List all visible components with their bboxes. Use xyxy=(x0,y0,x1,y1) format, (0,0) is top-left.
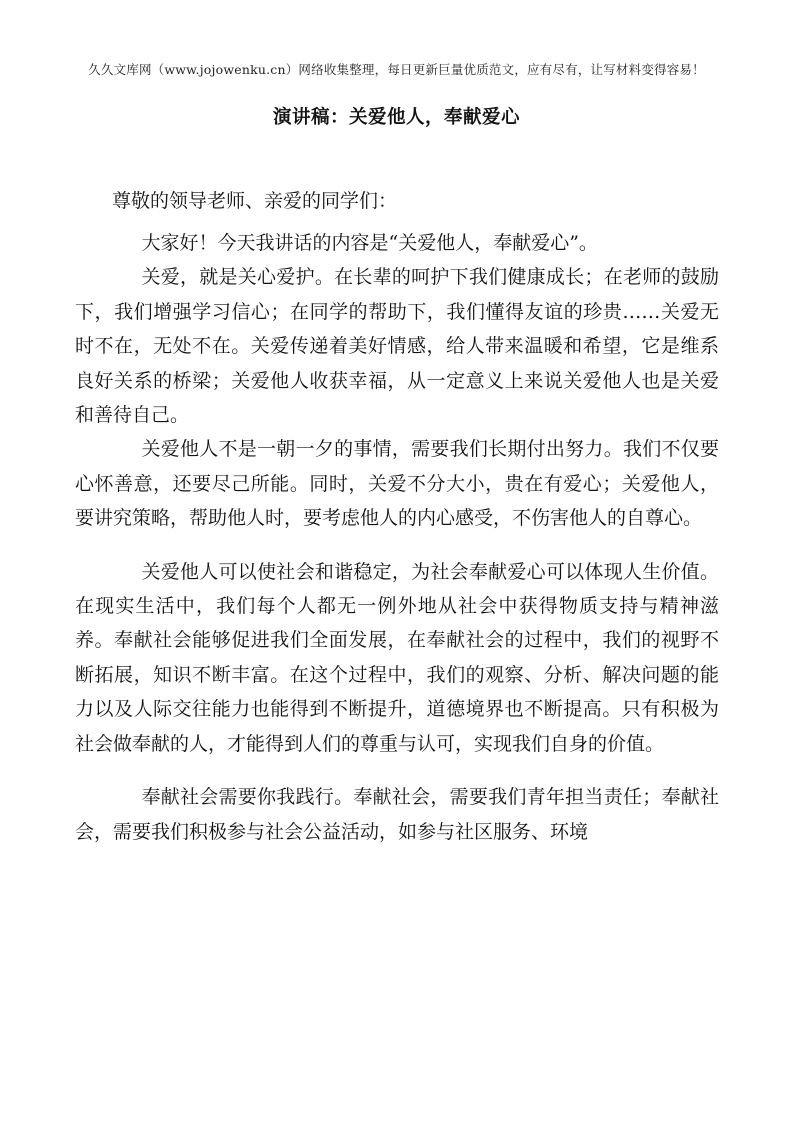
paragraph-practice: 奉献社会需要你我践行。奉献社会，需要我们青年担当责任；奉献社会，需要我们积极参与社会公益活动，如参与社区服务、环境 xyxy=(75,786,719,843)
paragraph-care-definition: 关爱，就是关心爱护。在长辈的呵护下我们健康成长；在老师的鼓励下，我们增强学习信心；在同学的帮助下，我们懂得友谊的珍贵……关爱无时不在，无处不在。关爱传递着美好情感，给人带来温暖和希望，它是维系良好关系的桥梁；关爱他人收获幸福，从一定意义上来说关爱他人也是关爱和善待自己。 xyxy=(75,266,719,427)
paragraph-greeting: 大家好！今天我讲话的内容是“关爱他人，奉献爱心”。 xyxy=(141,232,598,254)
paragraph-social-value: 关爱他人可以使社会和谐稳定，为社会奉献爱心可以体现人生价值。在现实生活中，我们每个人都无一例外地从社会中获得物质支持与精神滋养。奉献社会能够促进我们全面发展，在奉献社会的过程中，我们的视野不断拓展，知识不断丰富。在这个过程中，我们的观察、分析、解决问题的能力以及人际交往能力也能得到不断提升，道德境界也不断提高。只有积极为社会做奉献的人，才能得到人们的尊重与认可，实现我们自身的价值。 xyxy=(75,560,719,755)
header-note: 久久文库网（www.jojowenku.cn）网络收集整理，每日更新巨量优质范文，应有尽有，让写材料变得容易！ xyxy=(88,62,705,77)
document-body xyxy=(75,226,719,868)
paragraph-long-term-effort: 关爱他人不是一朝一夕的事情，需要我们长期付出努力。我们不仅要心怀善意，还要尽己所能。同时，关爱不分大小，贵在有爱心；关爱他人，要讲究策略，帮助他人时，要考虑他人的内心感受，不伤害他人的自尊心。 xyxy=(75,438,719,530)
document-title: 演讲稿：关爱他人，奉献爱心 xyxy=(272,107,520,128)
salutation: 尊敬的领导老师、亲爱的同学们： xyxy=(112,190,398,212)
